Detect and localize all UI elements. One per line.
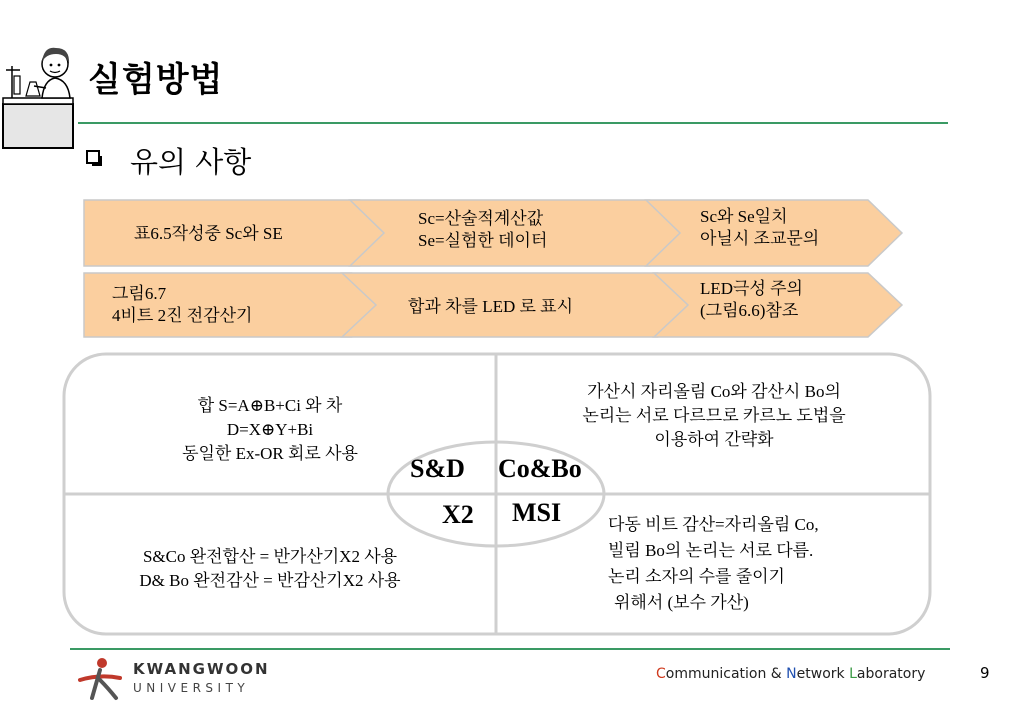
label-msi: MSI [512, 498, 562, 527]
flow-step-1-1-text: 표6.5작성중 Sc와 SE [134, 224, 283, 243]
quadrant-top-left-text: 합 S=A⊕B+Ci 와 차 D=X⊕Y+Bi 동일한 Ex-OR 회로 사용 [182, 396, 358, 463]
footer-divider [70, 648, 950, 650]
university-sub: UNIVERSITY [133, 681, 250, 695]
lab-name: Communication & Network Laboratory [656, 666, 926, 682]
flow-step-2-1-text: 그림6.7 4비트 2진 전감산기 [112, 284, 253, 325]
page-number: 9 [980, 664, 990, 682]
flow-step-1-2-text: Sc=산술적계산값 Se=실험한 데이터 [418, 209, 548, 250]
label-x2: X2 [442, 500, 474, 529]
page-title: 실험방법 [88, 60, 224, 100]
label-sd: S&D [410, 454, 465, 483]
section-subtitle: 유의 사항 [130, 145, 252, 179]
flow-step-2-2-text: 합과 차를 LED 로 표시 [408, 297, 573, 316]
label-cobo: Co&Bo [498, 454, 582, 483]
quadrant-top-right-text: 가산시 자리올림 Co와 감산시 Bo의 논리는 서로 다르므로 카르노 도법을 이용하여 간략화 [582, 382, 846, 449]
quadrant-bottom-right-text: 다동 비트 감산=자리올림 Co, 빌림 Bo의 논리는 서로 다름. 논리 소자의 수를 줄이기 위해서 (보수 가산) [608, 515, 819, 612]
quadrant-bottom-left-text: S&Co 완전합산 = 반가산기X2 사용 D& Bo 완전감산 = 반감산기X2 사용 [139, 547, 401, 590]
university-name: KWANGWOON [133, 660, 270, 678]
flow-step-1-3-text: Sc와 Se일치 아닐시 조교문의 [700, 207, 820, 248]
university-logo-icon [72, 654, 126, 702]
flow-step-2-3-text: LED극성 주의 (그림6.6)참조 [700, 279, 803, 320]
